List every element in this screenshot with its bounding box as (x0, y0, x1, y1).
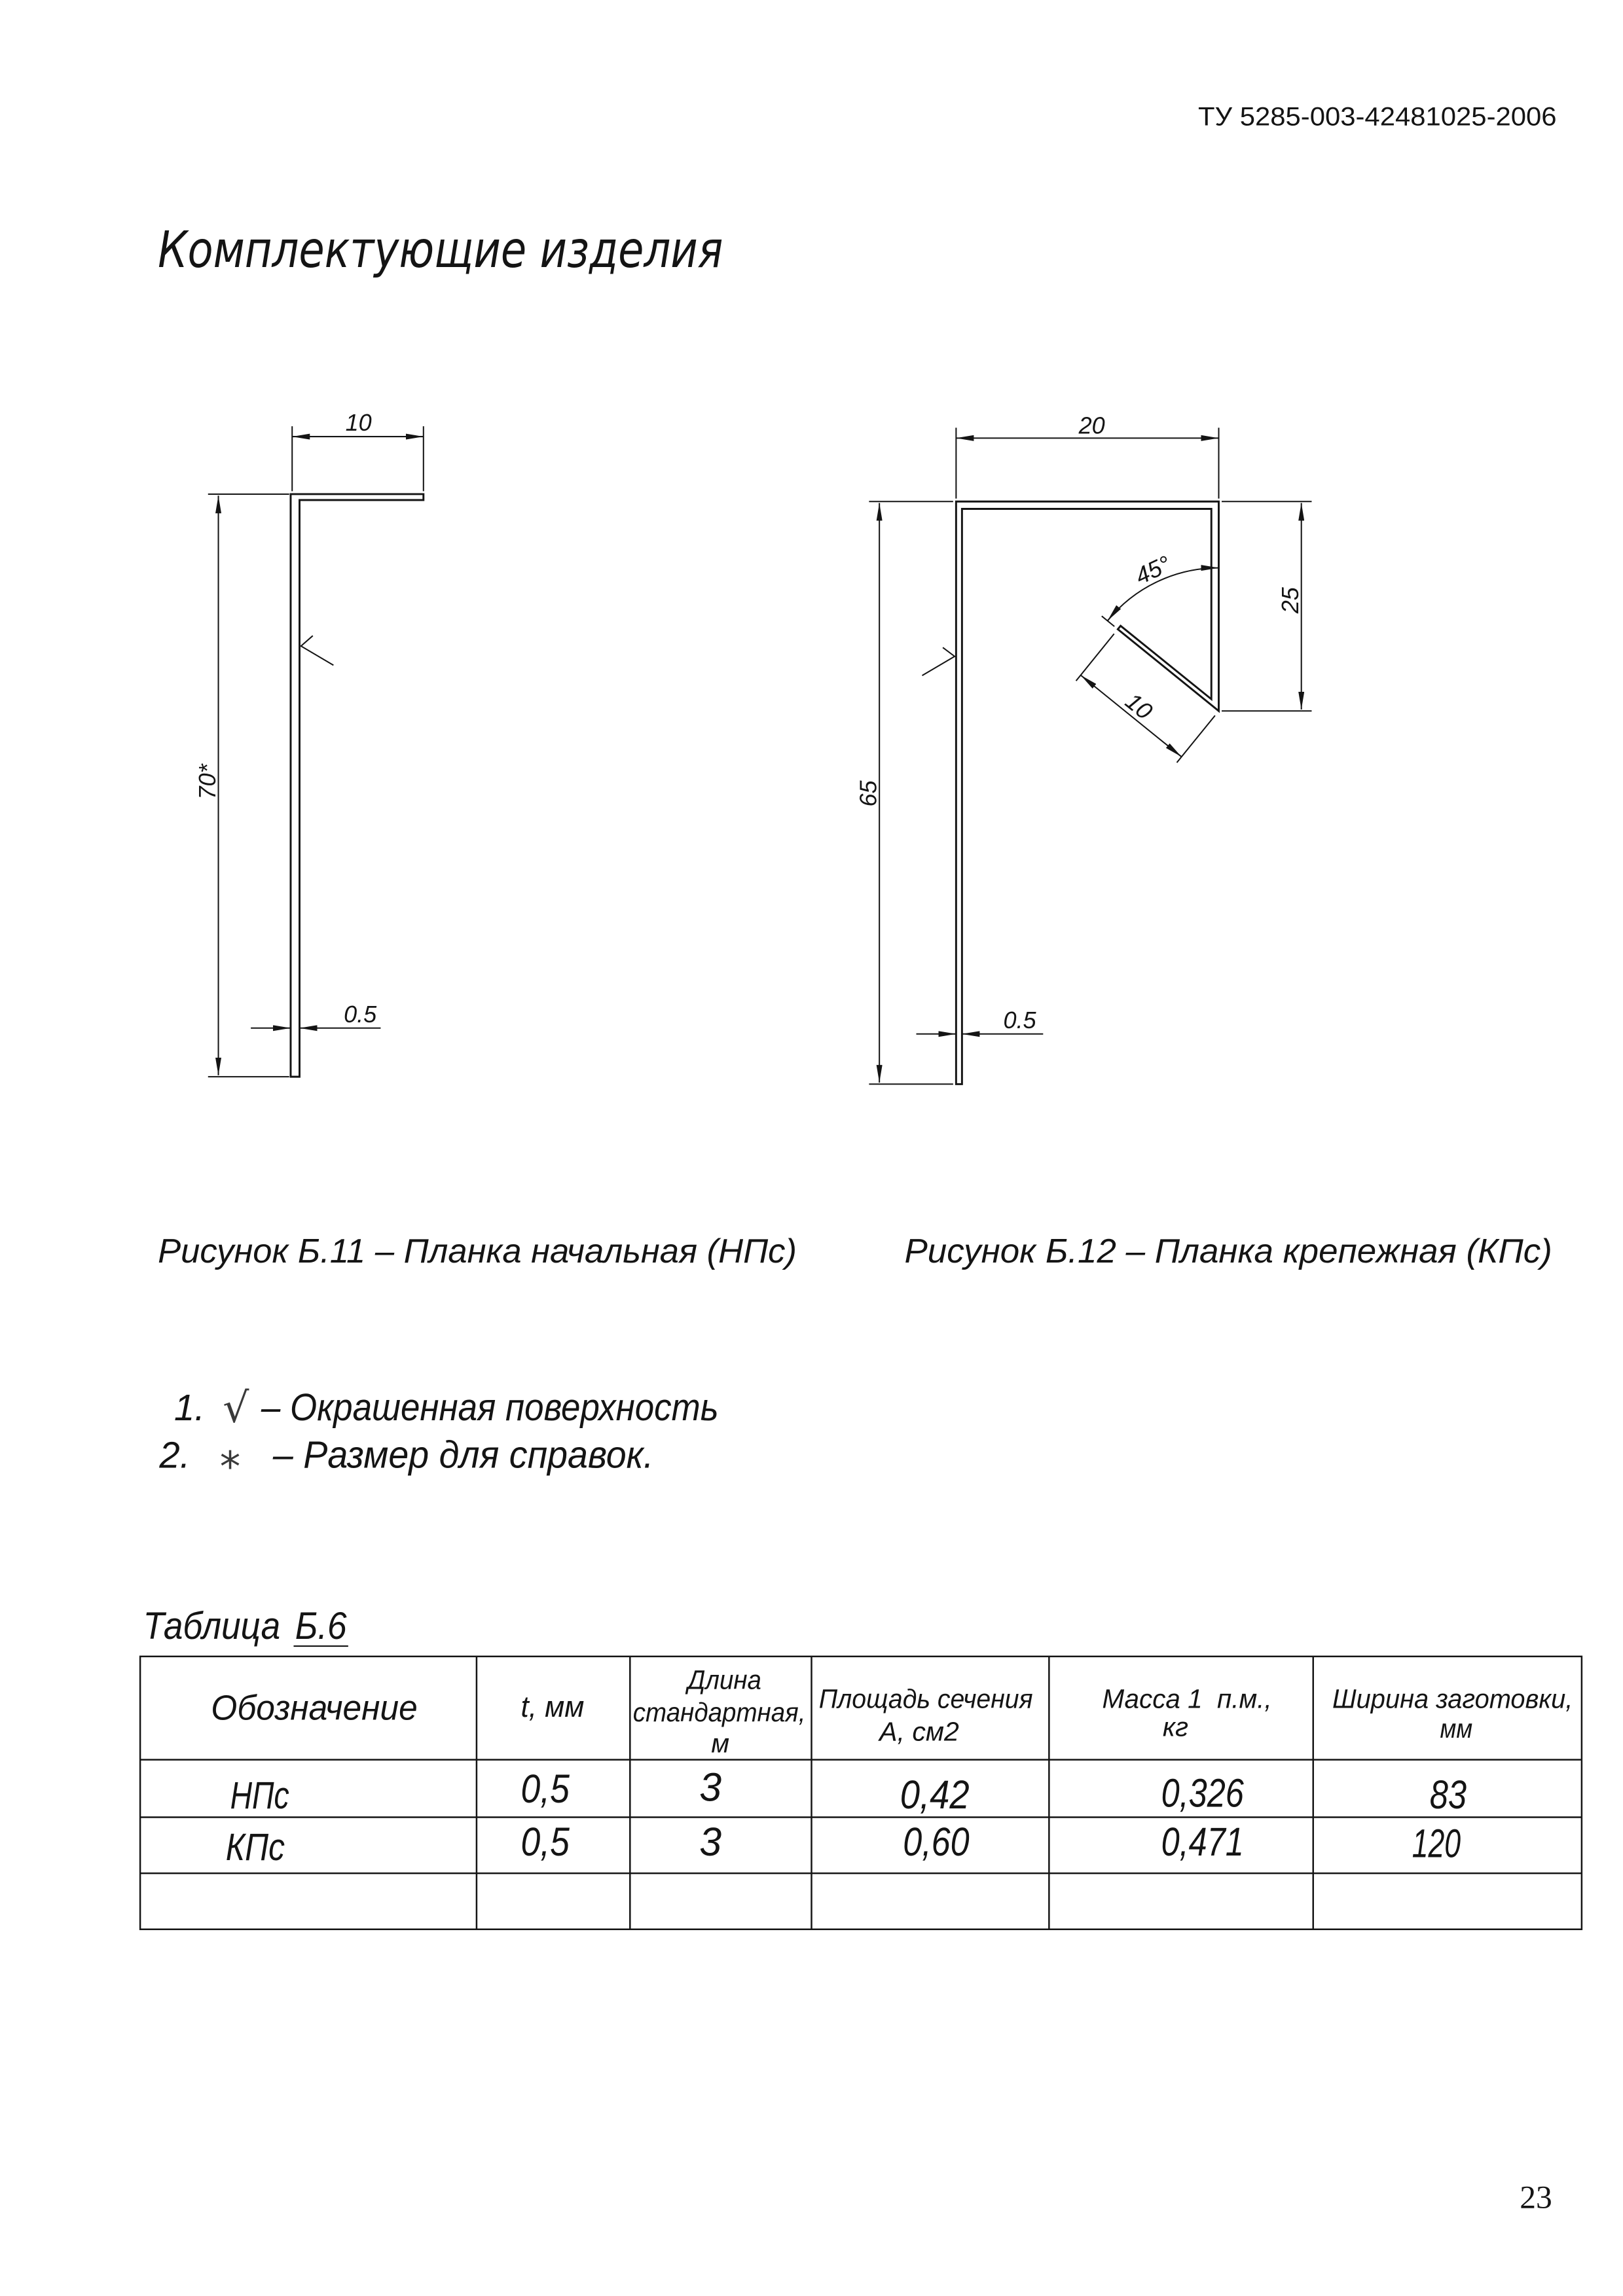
table-cell-blank-width: 83 (1429, 1772, 1467, 1817)
dimension-label-flange: 10 (345, 409, 372, 437)
table-cell-section-area: 0,60 (903, 1820, 970, 1865)
page-title: Комплектующие изделия (158, 221, 723, 279)
table-cell-blank-width: 120 (1412, 1821, 1461, 1866)
table-header-thickness: t, мм (520, 1690, 585, 1724)
table-header-length: м (711, 1728, 730, 1759)
table-header-mass: Масса 1 п.м., (1102, 1683, 1272, 1714)
table-caption-label: Таблица (143, 1604, 281, 1647)
dimension-label-height: 70* (194, 764, 221, 800)
note-number: 2. (159, 1434, 191, 1476)
document-code: ТУ 5285-003-42481025-2006 (1197, 102, 1557, 132)
dimension-label-angle: 45° (1131, 550, 1175, 590)
dimension-label-thickness: 0.5 (1003, 1006, 1036, 1033)
note-number: 1. (173, 1387, 205, 1429)
figure-caption-b12: Рисунок Б.12 – Планка крепежная (КПс) (904, 1232, 1552, 1270)
note-text: – Размер для справок. (272, 1433, 654, 1477)
table-caption-number: Б.6 (295, 1604, 347, 1647)
table-header-length: стандартная, (632, 1696, 806, 1727)
reference-dimension-symbol: * (219, 1442, 241, 1491)
table-header-blank-width: Ширина заготовки, (1332, 1683, 1573, 1714)
table-cell-designation: НПс (230, 1774, 289, 1817)
table-header-mass: кг (1162, 1712, 1189, 1742)
note-text: – Окрашенная поверхность (260, 1386, 719, 1429)
table-cell-length: 3 (699, 1820, 722, 1865)
table-cell-designation: КПс (225, 1825, 285, 1869)
dimension-label-lip: 25 (1277, 587, 1304, 614)
table-cell-section-area: 0,42 (900, 1772, 970, 1817)
table-header-length: Длина (685, 1664, 761, 1695)
table-header-section-area: Площадь сечения (818, 1683, 1033, 1714)
table-cell-length: 3 (699, 1765, 722, 1810)
dimension-label-height: 65 (854, 780, 882, 807)
dimension-label-thickness: 0.5 (344, 1000, 377, 1028)
table-header-designation: Обозначение (211, 1688, 418, 1728)
page-number: 23 (1520, 2179, 1552, 2215)
table-cell-mass: 0,326 (1161, 1770, 1244, 1816)
table-cell-thickness: 0,5 (520, 1766, 570, 1811)
dimension-label-bend: 10 (1120, 687, 1158, 725)
figure-caption-b11: Рисунок Б.11 – Планка начальная (НПс) (158, 1232, 797, 1270)
table-header-blank-width: мм (1440, 1713, 1473, 1744)
dimension-label-flange: 20 (1078, 412, 1105, 439)
painted-surface-symbol: √ (223, 1383, 249, 1432)
table-cell-mass: 0,471 (1161, 1820, 1244, 1865)
table-header-section-area: А, см2 (878, 1716, 959, 1747)
table-cell-thickness: 0,5 (520, 1820, 570, 1865)
